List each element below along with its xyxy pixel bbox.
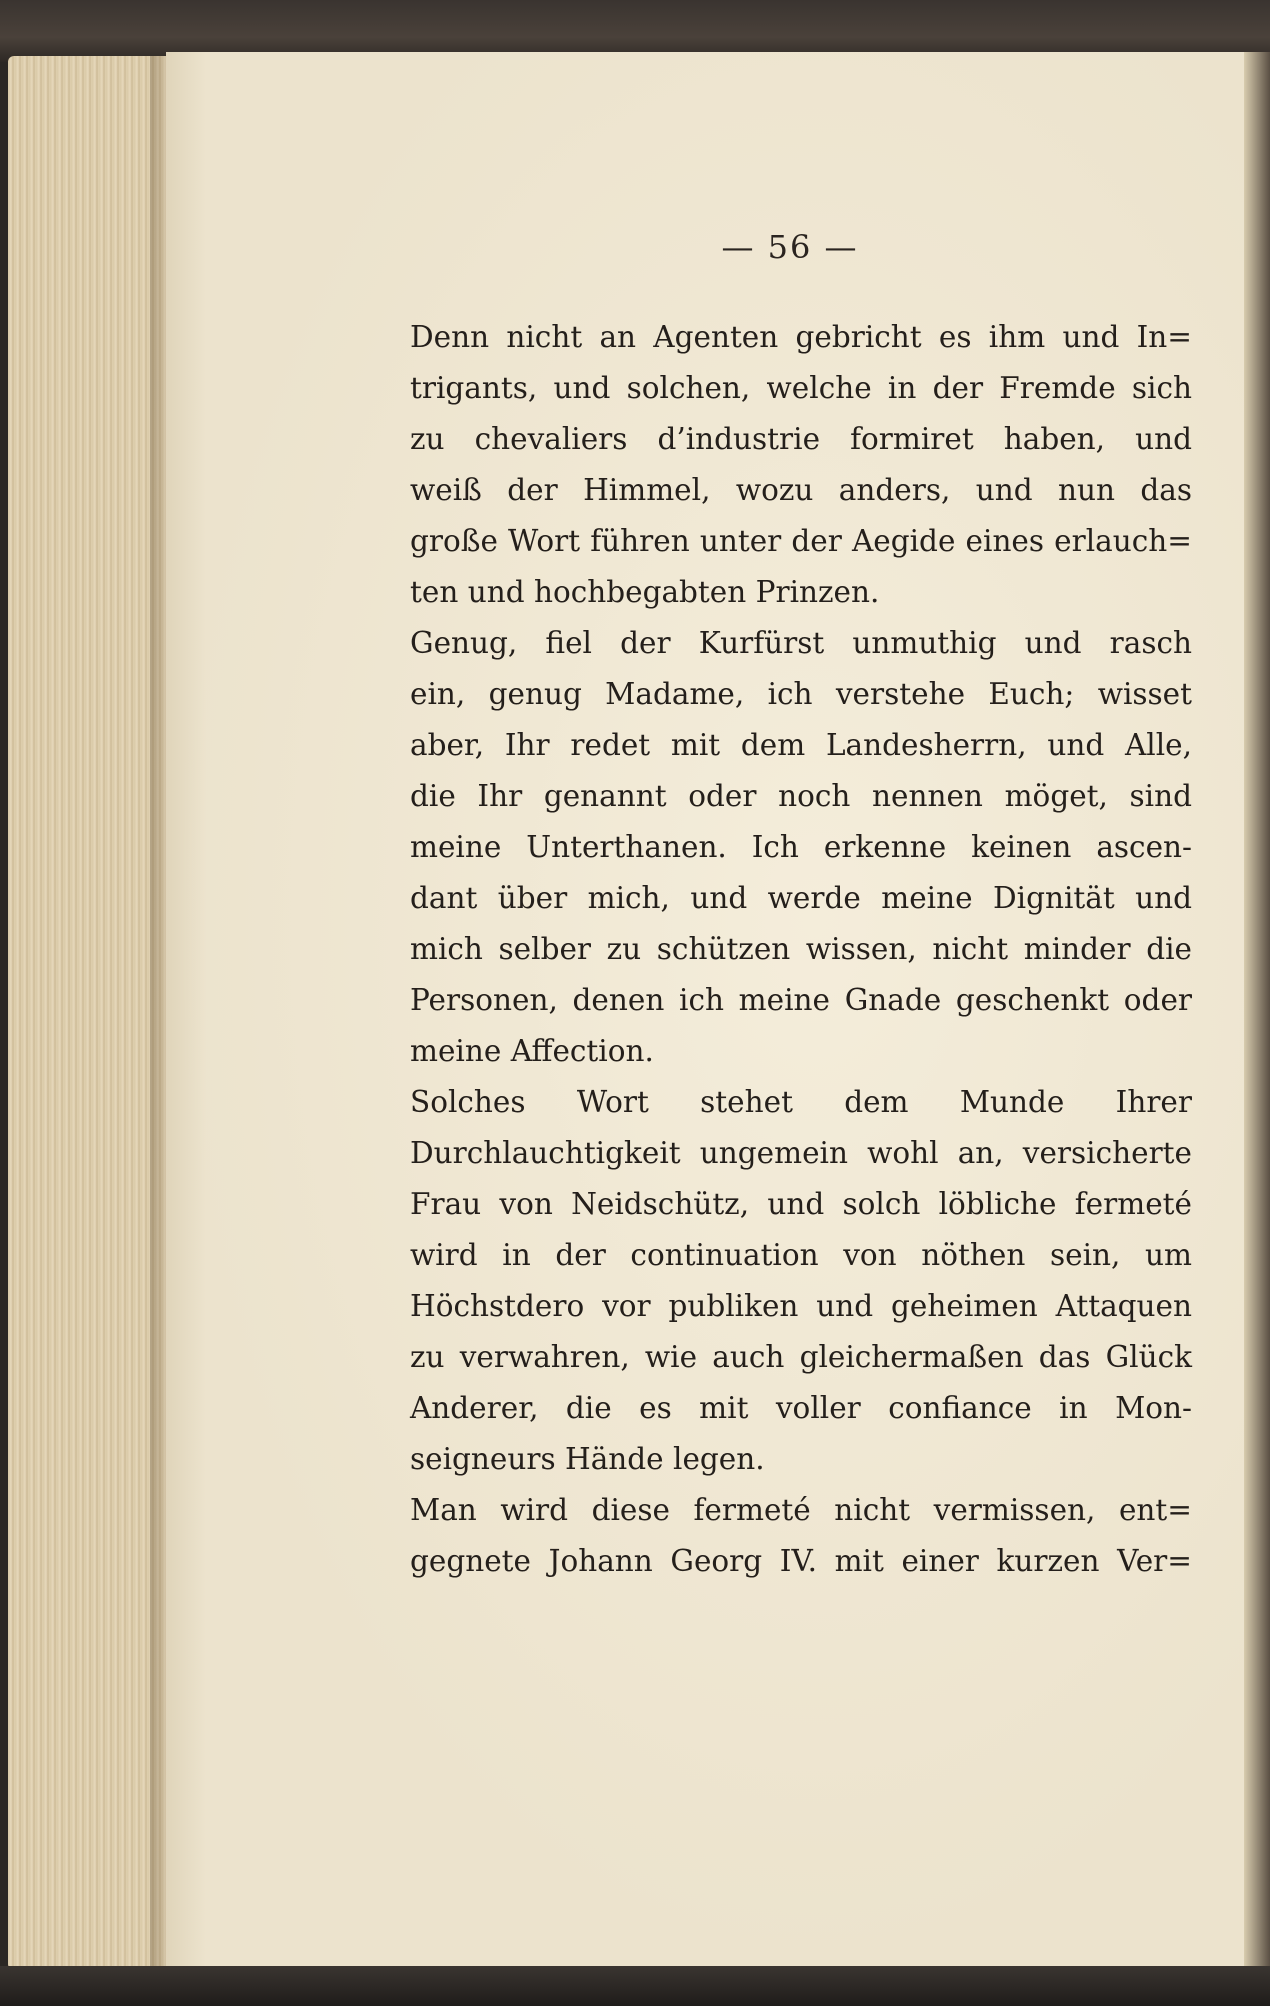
- text-line: Höchstdero vor publiken und geheimen Attaquen: [410, 1289, 1192, 1323]
- text-line: Personen, denen ich meine Gnade geschenkt oder: [410, 983, 1192, 1017]
- page-stack-edge: [8, 56, 168, 1970]
- text-line: gegnete Johann Georg IV. mit einer kurzen Ver=: [410, 1544, 1192, 1578]
- text-line: Denn nicht an Agenten gebricht es ihm und In=: [410, 320, 1192, 354]
- page-text: [410, 312, 1192, 1587]
- text-line: Frau von Neidschütz, und solch löbliche fermeté: [410, 1187, 1192, 1221]
- text-line: ein, genug Madame, ich verstehe Euch; wisset: [410, 677, 1192, 711]
- text-line: meine Unterthanen. Ich erkenne keinen ascen-: [410, 830, 1192, 864]
- text-line: zu chevaliers d’industrie formiret haben, und: [410, 422, 1192, 456]
- text-line: trigants, und solchen, welche in der Fremde sich: [410, 371, 1192, 405]
- text-line: seigneurs Hände legen.: [410, 1442, 765, 1476]
- text-line: zu verwahren, wie auch gleichermaßen das Glück: [410, 1340, 1192, 1374]
- text-line: dant über mich, und werde meine Dignität und: [410, 881, 1192, 915]
- text-line: Genug, fiel der Kurfürst unmuthig und rasch: [410, 626, 1192, 660]
- text-line: die Ihr genannt oder noch nennen möget, sind: [410, 779, 1192, 813]
- text-line: Solches Wort stehet dem Munde Ihrer: [410, 1085, 1192, 1119]
- text-line: Man wird diese fermeté nicht vermissen, ent=: [410, 1493, 1192, 1527]
- text-line: aber, Ihr redet mit dem Landesherrn, und Alle,: [410, 728, 1192, 762]
- text-line: ten und hochbegabten Prinzen.: [410, 575, 880, 609]
- text-line: weiß der Himmel, wozu anders, und nun das: [410, 473, 1192, 507]
- text-line: wird in der continuation von nöthen sein, um: [410, 1238, 1192, 1272]
- text-line: mich selber zu schützen wissen, nicht minder die: [410, 932, 1192, 966]
- text-line: große Wort führen unter der Aegide eines erlauch=: [410, 524, 1192, 558]
- page-right-edge: [1244, 52, 1270, 1974]
- book-bottom-edge: [0, 1966, 1270, 2006]
- text-line: meine Affection.: [410, 1034, 654, 1068]
- text-line: Anderer, die es mit voller confiance in Mon-: [410, 1391, 1192, 1425]
- text-line: Durchlauchtigkeit ungemein wohl an, versicherte: [410, 1136, 1192, 1170]
- page-number: — 56 —: [721, 228, 859, 266]
